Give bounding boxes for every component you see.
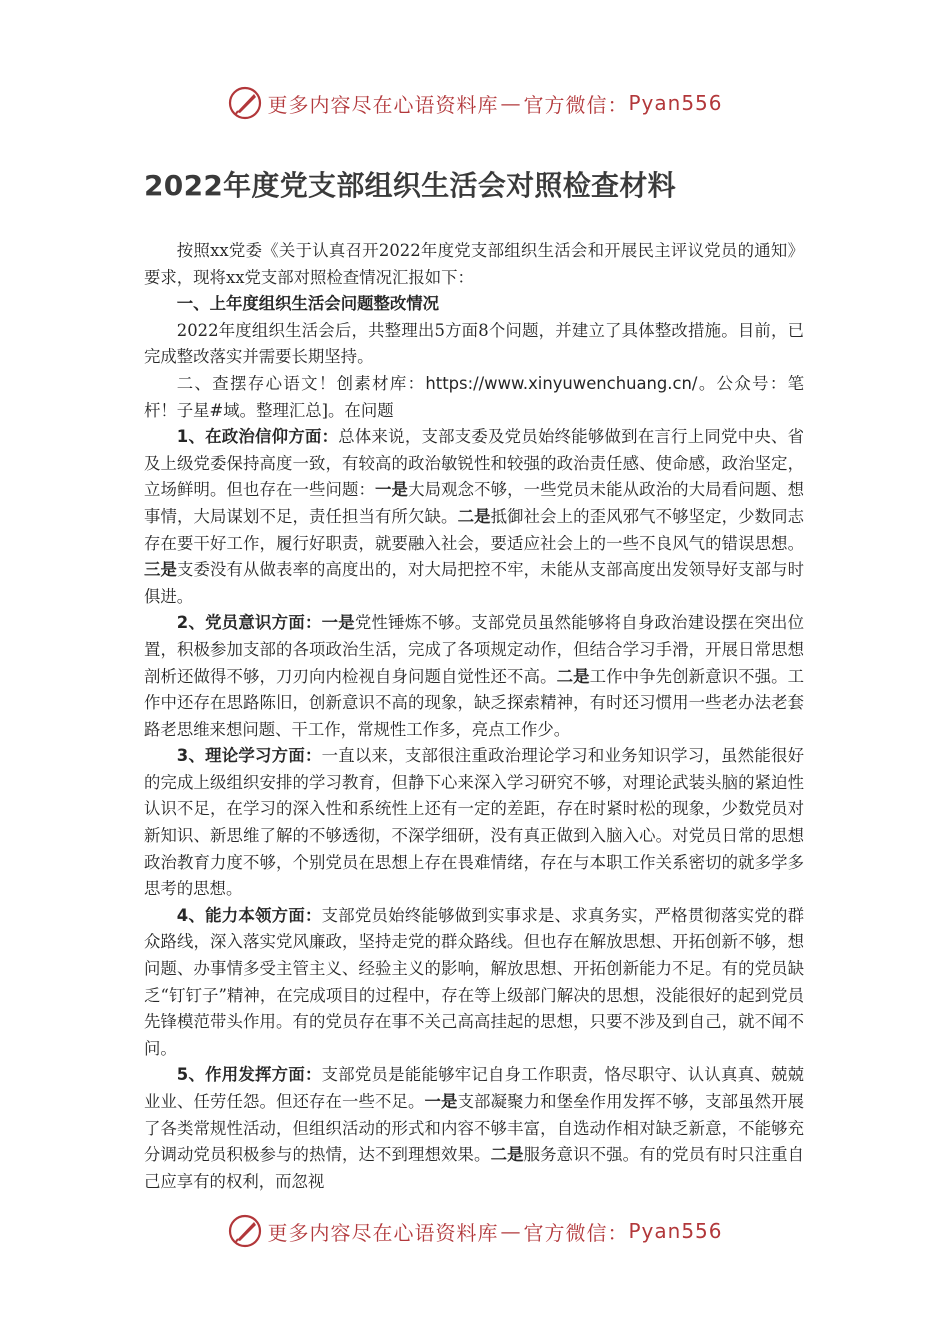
watermark-text: 更多内容尽在心语资料库 — [267, 1220, 499, 1245]
item5-text: 支部凝聚力和堡垒作用发挥不够，支部虽然开展了各类常规性活动，但组织活动的形式和内容不够丰富，自选动作相对缺乏新意，不能够充分调动党员积极参与的热情，达不到理想效果。 — [144, 1092, 805, 1165]
quill-logo-icon — [227, 1213, 263, 1249]
section2-heading — [144, 371, 804, 424]
item5-paragraph — [144, 1062, 804, 1195]
footer-watermark — [0, 1206, 950, 1256]
section2-text-b: 。公众号：笔杆！子星#域。整理汇总]。在问题 — [144, 373, 804, 420]
section1-heading: 一、上年度组织生活会问题整改情况 — [176, 294, 440, 314]
item5-text: 支部党员是能能够牢记自身工作职责，恪尽职守、认认真真、兢兢业业、任劳任怨。但还存在一些不足。 — [144, 1065, 805, 1111]
item2-text: 工作中争先创新意识不强。工作中还存在思路陈旧，创新意识不高的现象，缺乏探索精神，有时还习惯用一些老办法老套路老思维来想问题、干工作，常规性工作多，亮点工作少。 — [144, 666, 805, 739]
item2-paragraph — [144, 610, 804, 743]
item1-text: 大局观念不够，一些党员未能从政治的大局看问题、想事情，大局谋划不足，责任担当有所欠缺。 — [144, 480, 805, 526]
item1-keyword: 一是 — [375, 480, 409, 500]
item5-heading: 5、作用发挥方面： — [176, 1065, 322, 1085]
item1-text: 总体来说，支部支委及党员始终能够做到在言行上同党中央、省及上级党委保持高度一致，有较高的政治敏锐性和较强的政治责任感、使命感，政治坚定，立场鲜明。但也存在一些问题： — [144, 427, 805, 500]
item4-text: 支部党员始终能够做到实事求是、求真务实，严格贯彻落实党的群众路线，深入落实党风廉政，坚持走党的群众路线。但也存在解放思想、开拓创新不够，想问题、办事情多受主管主义、经验主义的影响，解放思想、开拓创新能力不足。有的党员缺乏“钉钉子”精神，在完成项目的过程中，存在等上级部门解决的思想，没能很好的起到党员先锋模范带头作用。有的党员存在事不关己高高挂起的思想，只要不涉及到自己，就不闻不问。 — [144, 905, 805, 1058]
watermark-wechat-label: 官方微信： — [523, 1220, 629, 1245]
item5-keyword: 一是 — [424, 1092, 458, 1111]
item1-heading: 1、在政治信仰方面： — [176, 427, 339, 447]
item1-text: 抵御社会上的歪风邪气不够坚定，少数同志存在要干好工作，履行好职责，就要融入社会，要适应社会上的一些不良风气的错误思想。 — [144, 506, 805, 553]
item1-text: 支委没有从做表率的高度出的，对大局把控不牢，未能从支部高度出发领导好支部与时俱进。 — [144, 560, 805, 606]
item5-keyword: 二是 — [490, 1145, 524, 1165]
section1-body: 2022年度组织生活会后，共整理出5方面8个问题，并建立了具体整改措施。目前，已完成整改落实并需要长期坚持。 — [144, 320, 804, 367]
document-body — [144, 168, 804, 1195]
section2-text-a: 二、查摆存心语文！创素材库： — [176, 373, 426, 393]
item5-text: 服务意识不强。有的党员有时只注重自己应享有的权利，而忽视 — [144, 1145, 805, 1191]
item3-paragraph — [144, 743, 804, 903]
item1-paragraph — [144, 424, 804, 610]
quill-logo-icon — [227, 85, 263, 121]
item4-heading: 4、能力本领方面： — [176, 905, 322, 925]
watermark-wechat-id: Pyan556 — [628, 1219, 723, 1243]
header-watermark — [0, 78, 950, 128]
item3-text: 一直以来，支部很注重政治理论学习和业务知识学习，虽然能很好的完成上级组织安排的学习教育，但静下心来深入学习研究不够，对理论武装头脑的紧迫性认识不足，在学习的深入性和系统性上还有一定的差距，存在时紧时松的现象，少数党员对新知识、新思维了解的不够透彻，不深学细研，没有真正做到入脑入心。对党员日常的思想政治教育力度不够，个别党员在思想上存在畏难情绪，存在与本职工作关系密切的就多学多思考的思想。 — [144, 746, 805, 899]
item2-heading: 2、党员意识方面： — [176, 613, 322, 633]
item2-keyword: 一是 — [321, 613, 355, 633]
watermark-wechat-label: 官方微信： — [523, 92, 629, 117]
page-title: 2022年度党支部组织生活会对照检查材料 — [144, 169, 676, 202]
item1-keyword: 二是 — [457, 506, 491, 526]
watermark-wechat-id: Pyan556 — [628, 91, 723, 115]
item2-text: 党性锤炼不够。支部党员虽然能够将自身政治建设摆在突出位置，积极参加支部的各项政治生活，完成了各项规定动作，但结合学习手滑，开展日常思想剖析还做得不够，刀刃向内检视自身问题自觉性还不高。 — [144, 613, 805, 686]
intro-paragraph: 按照xx党委《关于认真召开2022年度党支部组织生活会和开展民主评议党员的通知》要求，现将xx党支部对照检查情况汇报如下： — [144, 241, 804, 287]
watermark-text: 更多内容尽在心语资料库 — [267, 92, 499, 117]
section2-url-link[interactable]: https://www.xinyuwenchuang.cn/ — [425, 373, 698, 393]
item2-keyword: 二是 — [556, 666, 590, 686]
item1-keyword: 三是 — [144, 560, 178, 580]
item4-paragraph — [144, 903, 804, 1063]
watermark-separator: — — [500, 1219, 522, 1243]
watermark-separator: — — [500, 91, 522, 115]
item3-heading: 3、理论学习方面： — [176, 746, 322, 766]
